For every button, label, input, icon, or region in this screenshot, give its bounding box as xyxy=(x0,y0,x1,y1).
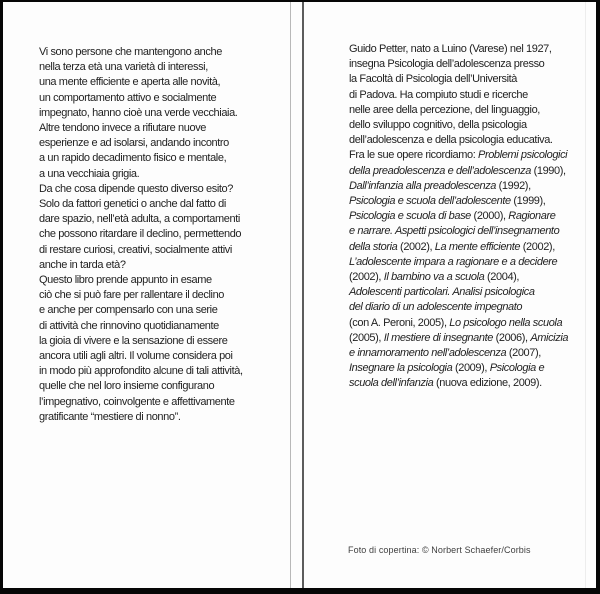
text-line xyxy=(349,133,568,148)
text-line xyxy=(349,209,568,224)
text-line xyxy=(349,72,568,87)
text-line xyxy=(349,179,568,194)
text-segment: ancora utili agli altri. Il volume considera poi xyxy=(39,350,233,363)
text-line xyxy=(349,376,568,391)
book-title-italic: della storia xyxy=(349,240,398,253)
text-line xyxy=(39,45,243,60)
text-segment: dello sviluppo cognitivo, della psicologia xyxy=(349,119,527,132)
text-segment: (2007), xyxy=(506,347,541,360)
cover-photo-credit: Foto di copertina: © Norbert Schaefer/Corbis xyxy=(348,545,531,555)
text-line xyxy=(39,182,243,197)
book-title-italic: Il mestiere di insegnante xyxy=(383,331,493,344)
text-segment: in modo più approfondito alcune di tali attività, xyxy=(39,365,243,378)
text-line xyxy=(349,103,568,118)
text-line xyxy=(39,243,243,258)
book-title-italic: L’adolescente impara a ragionare e a decidere xyxy=(349,255,558,268)
book-title-italic: Lo psicologo nella scuola xyxy=(449,316,563,329)
book-title-italic: Amicizia xyxy=(530,331,569,344)
book-title-italic: Psicologia e xyxy=(489,362,545,375)
text-segment: (2000), xyxy=(470,210,509,223)
text-segment: (1990), xyxy=(530,164,566,177)
text-line xyxy=(39,167,243,182)
text-line xyxy=(349,42,568,57)
text-line xyxy=(39,410,243,425)
text-line xyxy=(39,60,243,75)
book-title-italic: Insegnare la psicologia xyxy=(349,362,453,375)
text-line xyxy=(39,121,243,136)
text-line xyxy=(39,319,243,334)
text-segment: (1999), xyxy=(510,195,546,208)
text-segment: di attività che rinnovino quotidianamente xyxy=(39,319,219,332)
text-segment: (1992), xyxy=(496,179,531,192)
book-title-italic: Dall’infanzia alla preadolescenza xyxy=(349,179,497,192)
book-title-italic: Il bambino va a scuola xyxy=(383,271,485,284)
text-line xyxy=(349,255,568,270)
text-segment: Vi sono persone che mantengono anche xyxy=(39,46,222,58)
text-line xyxy=(349,148,568,163)
book-title-italic: Problemi psicologici xyxy=(478,149,568,162)
text-line xyxy=(349,240,568,255)
text-segment: impegnato, hanno cioè una verde vecchiaia. xyxy=(39,106,238,119)
text-segment: una mente efficiente e aperta alle novità, xyxy=(39,76,221,89)
text-segment: quelle che nel loro insieme configurano xyxy=(39,380,215,393)
book-title-italic: del diario di un adolescente impegnato xyxy=(349,301,523,314)
text-line xyxy=(349,194,568,209)
text-segment: (2002), xyxy=(349,271,384,284)
book-title-italic: della preadolescenza e dell’adolescenza xyxy=(349,164,531,177)
text-segment: Fra le sue opere ricordiamo: xyxy=(349,149,479,162)
text-line xyxy=(39,91,243,106)
text-line xyxy=(349,270,568,285)
text-line xyxy=(39,75,243,90)
text-segment: gratificante “mestiere di nonno”. xyxy=(39,410,181,423)
text-segment: (2004), xyxy=(484,271,520,284)
text-line xyxy=(39,227,243,242)
text-segment: (2009), xyxy=(452,362,490,375)
book-title-italic: e innamoramento nell’adolescenza xyxy=(349,347,507,360)
book-title-italic: e narrare. Aspetti psicologici dell’insegnamento xyxy=(349,225,560,238)
text-line xyxy=(349,88,568,103)
text-line xyxy=(39,136,243,151)
author-bio-text xyxy=(349,42,568,392)
text-segment: la Facoltà di Psicologia dell’Università xyxy=(349,73,518,86)
book-title-italic: scuola dell’infanzia xyxy=(349,377,434,390)
text-line xyxy=(39,334,243,349)
book-title-italic: Psicologia e scuola dell’adolescente xyxy=(349,195,511,208)
book-title-italic: Psicologia e scuola di base xyxy=(349,210,471,223)
text-line xyxy=(349,224,568,239)
text-segment: insegna Psicologia dell’adolescenza presso xyxy=(349,58,545,71)
text-segment: l’impegnativo, coinvolgente e affettivamente xyxy=(39,395,235,408)
text-line xyxy=(349,285,568,300)
text-segment: a un rapido decadimento fisico e mentale, xyxy=(39,152,227,165)
text-line xyxy=(39,212,243,227)
text-line xyxy=(39,288,243,303)
text-line xyxy=(349,346,568,361)
text-line xyxy=(349,361,568,376)
text-segment: ciò che si può fare per rallentare il declino xyxy=(39,289,225,302)
text-segment: di Padova. Ha compiuto studi e ricerche xyxy=(349,88,528,101)
book-title-italic: Adolescenti particolari. Analisi psicologica xyxy=(349,286,535,299)
text-segment: la gioia di vivere e la sensazione di essere xyxy=(39,334,228,347)
text-line xyxy=(39,258,243,273)
text-segment: Da che cosa dipende questo diverso esito? xyxy=(39,182,233,195)
text-line xyxy=(39,364,243,379)
book-title-italic: Ragionare xyxy=(508,210,556,223)
text-segment: Solo da fattori genetici o anche dal fatto di xyxy=(39,198,226,211)
fold-line-light xyxy=(290,2,291,588)
text-segment: e anche per compensarlo con una serie xyxy=(39,304,218,317)
text-segment: un comportamento attivo e socialmente xyxy=(39,91,217,104)
front-flap xyxy=(3,2,290,588)
text-line xyxy=(39,273,243,288)
text-segment: (2002), xyxy=(520,240,555,253)
text-segment: che possono ritardare il declino, permettendo xyxy=(39,228,242,241)
text-line xyxy=(39,106,243,121)
text-segment: esperienze e ad isolarsi, andando incontro xyxy=(39,137,229,150)
text-segment: (nuova edizione, 2009). xyxy=(433,377,542,390)
text-line xyxy=(39,151,243,166)
text-segment: dell’adolescenza e della psicologia educativa. xyxy=(349,134,553,147)
text-segment: (2006), xyxy=(492,331,531,344)
text-segment: Guido Petter, nato a Luino (Varese) nel 1927, xyxy=(349,43,552,55)
text-segment: a una vecchiaia grigia. xyxy=(39,167,140,180)
text-line xyxy=(349,164,568,179)
text-segment: dare spazio, nell’età adulta, a comportamenti xyxy=(39,213,240,226)
text-line xyxy=(39,197,243,212)
text-segment: anche in tarda età? xyxy=(39,258,126,271)
back-flap xyxy=(304,2,596,588)
text-line xyxy=(349,57,568,72)
text-segment: Altre tendono invece a rifiutare nuove xyxy=(39,122,207,135)
text-segment: (con A. Peroni, 2005), xyxy=(349,316,450,329)
text-line xyxy=(349,316,568,331)
text-segment: (2005), xyxy=(349,331,384,344)
jacket-flaps-sheet xyxy=(3,2,596,588)
text-segment: nelle aree della percezione, del linguaggio, xyxy=(349,103,540,116)
text-segment: di restare curiosi, creativi, socialmente attivi xyxy=(39,243,232,256)
text-line xyxy=(39,379,243,394)
text-segment: Questo libro prende appunto in esame xyxy=(39,274,212,287)
text-segment: (2002), xyxy=(397,240,435,253)
text-line xyxy=(349,300,568,315)
text-line xyxy=(39,395,243,410)
text-line xyxy=(349,331,568,346)
text-line xyxy=(39,303,243,318)
text-line xyxy=(39,349,243,364)
text-segment: nella terza età una varietà di interessi, xyxy=(39,61,208,74)
book-title-italic: La mente efficiente xyxy=(434,240,521,253)
front-flap-blurb xyxy=(39,45,243,425)
text-line xyxy=(349,118,568,133)
